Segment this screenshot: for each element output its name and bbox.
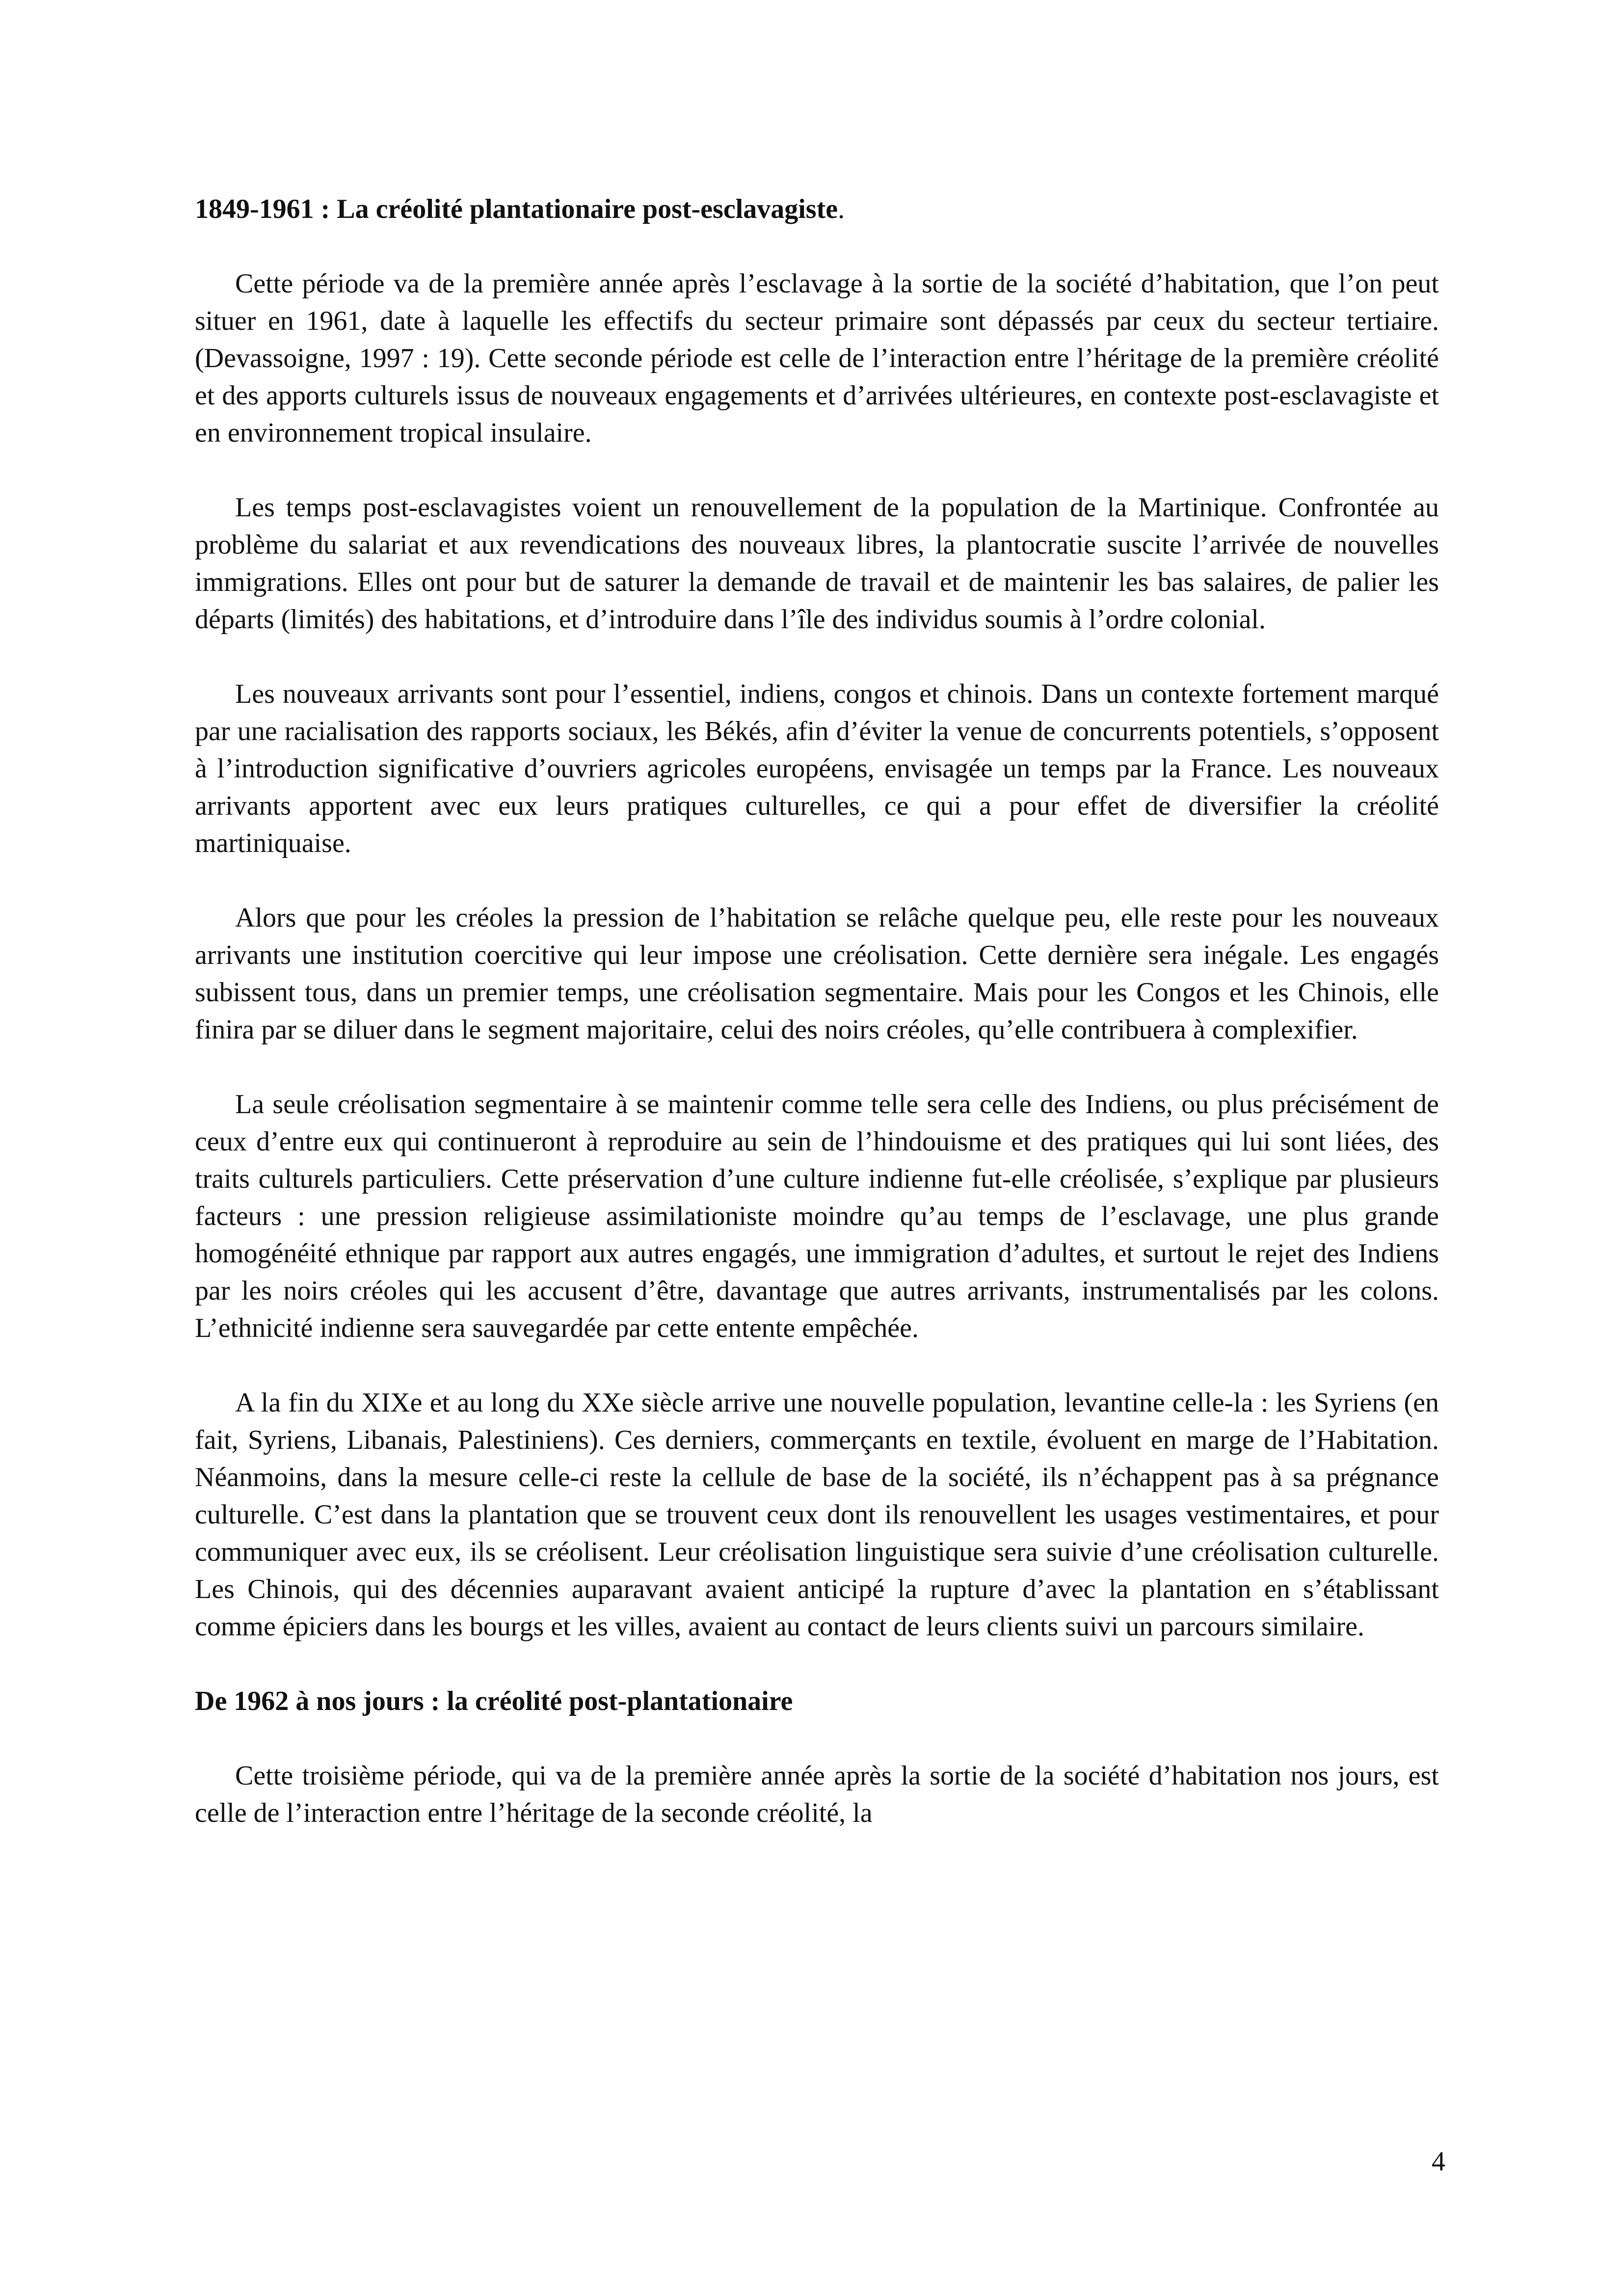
page-number: 4 (1432, 2146, 1445, 2177)
section-heading-1849-1961 (195, 190, 1439, 228)
paragraph-syriens: A la fin du XIXe et au long du XXe siècle arrive une nouvelle population, levantine celle-la : les Syriens (en fait, Syriens, Libanais, Palestiniens). Ces derniers, commerçants en textile, évoluent en marge de l’Habitation. Néanmoins, dans la mesure celle-ci reste la cellule de base de la société, ils n’échappent pas à sa prégnance culturelle. C’est dans la plantation que se trouvent ceux dont ils renouvellent les usages vestimentaires, et pour communiquer avec eux, ils se créolisent. Leur créolisation linguistique sera suivie d’une créolisation culturelle. Les Chinois, qui des décennies auparavant avaient anticipé la rupture d’avec la plantation en s’établissant comme épiciers dans les bourgs et les villes, avaient au contact de leurs clients suivi un parcours similaire. (195, 1388, 1439, 1642)
paragraph-pression-habitation: Alors que pour les créoles la pression de l’habitation se relâche quelque peu, elle reste pour les nouveaux arrivants une institution coercitive qui leur impose une créolisation. Cette dernière sera inégale. Les engagés subissent tous, dans un premier temps, une créolisation segmentaire. Mais pour les Congos et les Chinois, elle finira par se diluer dans le segment majoritaire, celui des noirs créoles, qu’elle contribuera à complexifier. (195, 903, 1439, 1045)
paragraph-troisieme-periode: Cette troisième période, qui va de la première année après la sortie de la société d’habitation nos jours, est celle de l’interaction entre l’héritage de la seconde créolité, la (195, 1761, 1439, 1828)
paragraph-temps-post-esclavagistes: Les temps post-esclavagistes voient un renouvellement de la population de la Martinique. Confrontée au problème du salariat et aux revendications des nouveaux libres, la plantocratie suscite l’arrivée de nouvelles immigrations. Elles ont pour but de saturer la demande de travail et de maintenir les bas salaires, de palier les départs (limités) des habitations, et d’introduire dans l’île des individus soumis à l’ordre colonial. (195, 492, 1439, 635)
section-heading-1962: De 1962 à nos jours : la créolité post-plantationaire (195, 1686, 793, 1716)
page-content (195, 190, 1439, 1832)
paragraph-periode: Cette période va de la première année après l’esclavage à la sortie de la société d’habitation, que l’on peut situer en 1961, date à laquelle les effectifs du secteur primaire sont dépassés par ceux du secteur tertiaire. (Devassoigne, 1997 : 19). Cette seconde période est celle de l’interaction entre l’héritage de la première créolité et des apports culturels issus de nouveaux engagements et d’arrivées ultérieures, en contexte post-esclavagiste et en environnement tropical insulaire. (195, 268, 1439, 448)
paragraph-creolisation-segmentaire: La seule créolisation segmentaire à se maintenir comme telle sera celle des Indiens, ou plus précisément de ceux d’entre eux qui continueront à reproduire au sein de l’hindouisme et des pratiques qui lui sont liées, des traits culturels particuliers. Cette préservation d’une culture indienne fut-elle créolisée, s’explique par plusieurs facteurs : une pression religieuse assimilationiste moindre qu’au temps de l’esclavage, une plus grande homogénéité ethnique par rapport aux autres engagés, une immigration d’adultes, et surtout le rejet des Indiens par les noirs créoles qui les accusent d’être, davantage que autres arrivants, instrumentalisés par les colons. L’ethnicité indienne sera sauvegardée par cette entente empêchée. (195, 1089, 1439, 1343)
section-heading-period: . (838, 194, 845, 224)
paragraph-nouveaux-arrivants: Les nouveaux arrivants sont pour l’essentiel, indiens, congos et chinois. Dans un contexte fortement marqué par une racialisation des rapports sociaux, les Békés, afin d’éviter la venue de concurrents potentiels, s’opposent à l’introduction significative d’ouvriers agricoles européens, envisagée un temps par la France. Les nouveaux arrivants apportent avec eux leurs pratiques culturelles, ce qui a pour effet de diversifier la créolité martiniquaise. (195, 679, 1439, 858)
section-heading-text: 1849-1961 : La créolité plantationaire post-esclavagiste (195, 194, 838, 224)
